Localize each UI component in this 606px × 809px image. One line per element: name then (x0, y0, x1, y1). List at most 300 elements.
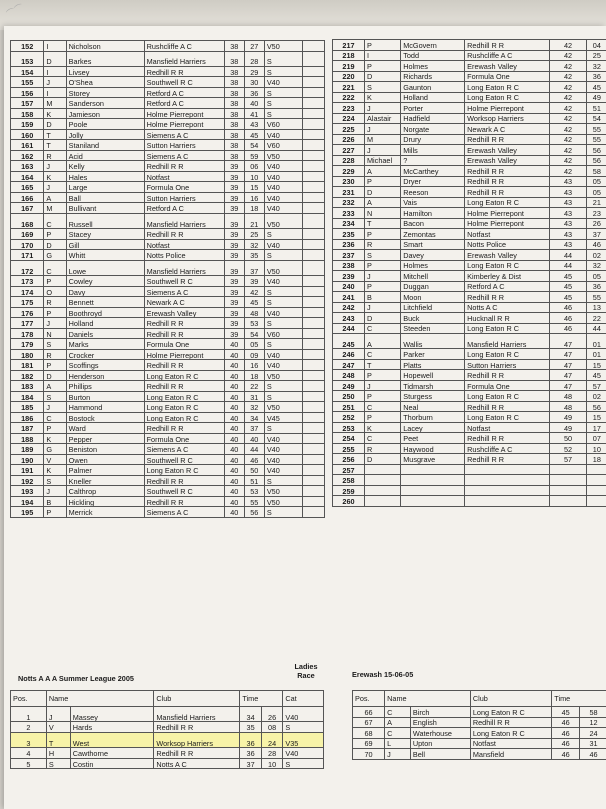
minutes-cell: 40 (224, 370, 244, 381)
club-cell: Notfast (470, 738, 551, 749)
initial-cell: C (44, 412, 66, 423)
position-cell: 245 (333, 334, 365, 349)
club-cell: Redhill R R (465, 187, 550, 198)
minutes-cell: 40 (224, 339, 244, 350)
seconds-cell: 51 (244, 475, 264, 486)
initial-cell: T (44, 129, 66, 140)
category-cell: V50 (264, 150, 302, 161)
initial-cell: I (44, 41, 66, 52)
table-row (11, 108, 325, 119)
table-row (333, 313, 606, 324)
category-cell: V40 (283, 707, 324, 722)
surname-cell: Hopewell (401, 370, 465, 381)
surname-cell: Neal (401, 401, 465, 412)
initial-cell: J (44, 486, 66, 497)
minutes-cell: 39 (224, 250, 244, 261)
position-cell: 243 (333, 313, 365, 324)
seconds-cell: 21 (586, 197, 606, 208)
initial-cell: R (44, 349, 66, 360)
category-cell: V40 (264, 239, 302, 250)
category-cell: V40 (264, 192, 302, 203)
club-cell: Notts Police (465, 239, 550, 250)
minutes-cell: 39 (224, 260, 244, 275)
table-row (11, 51, 325, 66)
spacer-cell (302, 486, 324, 497)
initial-cell: T (44, 140, 66, 151)
position-cell: 185 (11, 402, 44, 413)
table-row (11, 454, 325, 465)
minutes-cell: 39 (224, 276, 244, 287)
spacer-cell (302, 339, 324, 350)
club-cell: Formula One (144, 433, 224, 444)
position-cell: 184 (11, 391, 44, 402)
surname-cell: Merrick (66, 507, 144, 518)
position-cell: 195 (11, 507, 44, 518)
seconds-cell: 08 (261, 722, 283, 733)
surname-cell: Platts (401, 359, 465, 370)
minutes-cell: 47 (550, 349, 586, 360)
surname-cell: Holmes (401, 61, 465, 72)
position-cell: 186 (11, 412, 44, 423)
position-cell: 174 (11, 286, 44, 297)
surname-cell: McGovern (401, 40, 465, 51)
spacer-cell (302, 465, 324, 476)
position-cell: 254 (333, 433, 365, 444)
table-row (11, 748, 324, 759)
table-row (353, 707, 606, 718)
minutes-cell: 42 (550, 134, 586, 145)
column-header: Cat (283, 691, 324, 707)
category-cell: V40 (264, 349, 302, 360)
spacer-cell (302, 192, 324, 203)
surname-cell: West (70, 732, 154, 747)
position-cell: 2 (11, 722, 47, 733)
club-cell: Formula One (144, 182, 224, 193)
spacer-cell (302, 161, 324, 172)
initial-cell: C (364, 323, 400, 334)
minutes-cell: 49 (550, 422, 586, 433)
position-cell: 221 (333, 82, 365, 93)
initial-cell: D (364, 454, 400, 465)
surname-cell: Porter (401, 103, 465, 114)
club-cell: Redhill R R (465, 370, 550, 381)
position-cell: 173 (11, 276, 44, 287)
initial-cell: C (44, 213, 66, 228)
spacer-cell (302, 119, 324, 130)
position-cell: 175 (11, 297, 44, 308)
table-row (333, 40, 606, 51)
minutes-cell: 40 (224, 412, 244, 423)
seconds-cell: 49 (586, 92, 606, 103)
table-row (11, 722, 324, 733)
table-row (11, 339, 325, 350)
seconds-cell: 15 (586, 359, 606, 370)
category-cell: S (283, 722, 324, 733)
initial-cell: B (364, 292, 400, 303)
minutes-cell: 38 (224, 140, 244, 151)
seconds-cell: 24 (580, 728, 606, 739)
position-cell: 249 (333, 380, 365, 391)
table-row (11, 129, 325, 140)
table-row (333, 103, 606, 114)
seconds-cell: 15 (586, 412, 606, 423)
table-row (11, 486, 325, 497)
position-cell: 155 (11, 77, 44, 88)
initial-cell: A (364, 166, 400, 177)
initial-cell: I (364, 50, 400, 61)
initial-cell: J (364, 124, 400, 135)
seconds-cell: 58 (586, 166, 606, 177)
minutes-cell: 40 (224, 349, 244, 360)
table-row (11, 229, 325, 240)
seconds-cell: 31 (244, 391, 264, 402)
seconds-cell: 02 (586, 391, 606, 402)
position-cell: 222 (333, 92, 365, 103)
position-cell: 189 (11, 444, 44, 455)
position-cell: 223 (333, 103, 365, 114)
seconds-cell: 55 (586, 124, 606, 135)
minutes-cell: 40 (224, 486, 244, 497)
club-cell: Newark A C (465, 124, 550, 135)
position-cell: 68 (353, 728, 385, 739)
position-cell: 4 (11, 748, 47, 759)
spacer-cell (302, 250, 324, 261)
initial-cell: P (364, 260, 400, 271)
table-row (333, 218, 606, 229)
seconds-cell: 41 (244, 108, 264, 119)
club-cell: Redhill R R (465, 292, 550, 303)
club-cell: Retford A C (465, 281, 550, 292)
club-cell: Notfast (465, 422, 550, 433)
position-cell: 193 (11, 486, 44, 497)
seconds-cell: 37 (244, 423, 264, 434)
minutes-cell: 46 (552, 717, 580, 728)
initial-cell: I (44, 87, 66, 98)
position-cell: 219 (333, 61, 365, 72)
position-cell: 192 (11, 475, 44, 486)
seconds-cell: 10 (261, 758, 283, 769)
spacer-cell (302, 307, 324, 318)
initial-cell (364, 496, 400, 507)
position-cell: 241 (333, 292, 365, 303)
seconds-cell (586, 485, 606, 496)
initial-cell: J (385, 749, 411, 760)
club-cell: Holme Pierrepont (144, 119, 224, 130)
seconds-cell: 56 (244, 507, 264, 518)
spacer-cell (302, 391, 324, 402)
club-cell: Notts A C (154, 758, 240, 769)
table-row (11, 66, 325, 77)
position-cell: 244 (333, 323, 365, 334)
surname-cell: Ball (66, 192, 144, 203)
table-row (11, 161, 325, 172)
position-cell: 233 (333, 208, 365, 219)
surname-cell: Cawthorne (70, 748, 154, 759)
surname-cell: Smart (401, 239, 465, 250)
position-cell: 161 (11, 140, 44, 151)
club-cell: Hucknall R R (465, 313, 550, 324)
club-cell: Notfast (465, 229, 550, 240)
initial-cell: A (364, 197, 400, 208)
club-cell: Mansfield Harriers (154, 707, 240, 722)
position-cell: 153 (11, 51, 44, 66)
initial-cell: R (44, 297, 66, 308)
table-row (333, 464, 606, 475)
seconds-cell: 53 (244, 486, 264, 497)
minutes-cell: 46 (552, 738, 580, 749)
minutes-cell: 42 (550, 103, 586, 114)
seconds-cell: 54 (244, 140, 264, 151)
spacer-cell (302, 229, 324, 240)
corner-mark: ⌒⌒ (4, 2, 26, 20)
surname-cell: Wallis (401, 334, 465, 349)
initial-cell: T (46, 732, 70, 747)
club-cell: Redhill R R (465, 166, 550, 177)
initial-cell: K (44, 108, 66, 119)
seconds-cell: 53 (244, 318, 264, 329)
seconds-cell: 23 (586, 208, 606, 219)
initial-cell: M (44, 203, 66, 214)
club-cell: Long Eaton R C (465, 323, 550, 334)
minutes-cell: 35 (240, 722, 262, 733)
club-cell: Mansfield Harriers (144, 213, 224, 228)
initial-cell: J (44, 161, 66, 172)
spacer-cell (302, 433, 324, 444)
spacer-cell (302, 51, 324, 66)
position-cell: 231 (333, 187, 365, 198)
minutes-cell: 49 (550, 412, 586, 423)
table-row (333, 271, 606, 282)
minutes-cell (550, 475, 586, 486)
seconds-cell: 43 (244, 119, 264, 130)
initial-cell: J (46, 707, 70, 722)
surname-cell: Moon (401, 292, 465, 303)
table-row (333, 229, 606, 240)
category-cell: V50 (264, 213, 302, 228)
minutes-cell: 40 (224, 391, 244, 402)
initial-cell: P (364, 281, 400, 292)
initial-cell: Michael (364, 155, 400, 166)
surname-cell: Reeson (401, 187, 465, 198)
spacer-cell (302, 98, 324, 109)
club-cell: Redhill R R (470, 717, 551, 728)
initial-cell: C (364, 349, 400, 360)
position-cell: 230 (333, 176, 365, 187)
position-cell: 1 (11, 707, 47, 722)
table-row (333, 92, 606, 103)
table-row (11, 203, 325, 214)
surname-cell: English (410, 717, 470, 728)
initial-cell: K (364, 422, 400, 433)
club-cell: Holme Pierrepont (465, 208, 550, 219)
initial-cell: P (364, 176, 400, 187)
table-row (333, 113, 606, 124)
column-header: Time (552, 691, 606, 707)
minutes-cell (550, 485, 586, 496)
position-cell: 257 (333, 464, 365, 475)
table-row (333, 176, 606, 187)
seconds-cell: 25 (586, 50, 606, 61)
seconds-cell: 22 (244, 381, 264, 392)
seconds-cell: 40 (244, 98, 264, 109)
initial-cell: J (44, 77, 66, 88)
category-cell: V60 (264, 119, 302, 130)
position-cell: 236 (333, 239, 365, 250)
surname-cell: Bostock (66, 412, 144, 423)
position-cell: 168 (11, 213, 44, 228)
surname-cell: Mills (401, 145, 465, 156)
table-row (333, 334, 606, 349)
category-cell: S (264, 229, 302, 240)
club-cell: Sutton Harriers (144, 140, 224, 151)
position-cell: 224 (333, 113, 365, 124)
minutes-cell: 42 (550, 50, 586, 61)
club-cell: Redhill R R (144, 229, 224, 240)
category-cell: V50 (264, 486, 302, 497)
minutes-cell: 39 (224, 171, 244, 182)
table-row (333, 475, 606, 486)
position-cell: 190 (11, 454, 44, 465)
surname-cell: Massey (70, 707, 154, 722)
club-cell: Long Eaton R C (470, 728, 551, 739)
table-row (333, 454, 606, 465)
initial-cell: P (364, 229, 400, 240)
category-cell: S (264, 98, 302, 109)
seconds-cell: 45 (586, 370, 606, 381)
minutes-cell: 38 (224, 98, 244, 109)
table-row (333, 391, 606, 402)
position-cell: 165 (11, 182, 44, 193)
category-cell: S (264, 51, 302, 66)
minutes-cell: 39 (224, 192, 244, 203)
surname-cell: Buck (401, 313, 465, 324)
initial-cell: L (385, 738, 411, 749)
seconds-cell: 10 (244, 171, 264, 182)
minutes-cell: 46 (552, 728, 580, 739)
ladies-table-left (10, 690, 324, 769)
club-cell: Redhill R R (465, 134, 550, 145)
minutes-cell (550, 496, 586, 507)
minutes-cell: 40 (224, 433, 244, 444)
minutes-cell: 38 (224, 129, 244, 140)
surname-cell: Holland (401, 92, 465, 103)
minutes-cell: 43 (550, 176, 586, 187)
minutes-cell: 45 (550, 271, 586, 282)
spacer-cell (302, 318, 324, 329)
club-cell: Redhill R R (144, 66, 224, 77)
club-cell: Rushcliffe A C (465, 443, 550, 454)
surname-cell: Tidmarsh (401, 380, 465, 391)
minutes-cell: 40 (224, 444, 244, 455)
surname-cell: Scoffings (66, 360, 144, 371)
seconds-cell: 18 (244, 370, 264, 381)
surname-cell: Palmer (66, 465, 144, 476)
position-cell: 220 (333, 71, 365, 82)
initial-cell: P (364, 412, 400, 423)
club-cell: Holme Pierrepont (144, 349, 224, 360)
table-row (333, 370, 606, 381)
minutes-cell: 34 (240, 707, 262, 722)
club-cell: Notts A C (465, 302, 550, 313)
table-row (11, 360, 325, 371)
surname-cell: Musgrave (401, 454, 465, 465)
seconds-cell: 05 (586, 271, 606, 282)
initial-cell: A (385, 717, 411, 728)
club-cell: Rushcliffe A C (144, 41, 224, 52)
minutes-cell: 39 (224, 286, 244, 297)
table-row (333, 433, 606, 444)
surname-cell: Owen (66, 454, 144, 465)
position-cell: 239 (333, 271, 365, 282)
minutes-cell: 39 (224, 229, 244, 240)
spacer-cell (302, 444, 324, 455)
seconds-cell: 25 (244, 229, 264, 240)
surname-cell: Boothroyd (66, 307, 144, 318)
seconds-cell: 46 (586, 239, 606, 250)
seconds-cell: 27 (244, 41, 264, 52)
seconds-cell: 37 (244, 260, 264, 275)
seconds-cell: 44 (244, 444, 264, 455)
initial-cell: Alastair (364, 113, 400, 124)
position-cell: 226 (333, 134, 365, 145)
surname-cell: Barkes (66, 51, 144, 66)
position-cell: 156 (11, 87, 44, 98)
position-cell: 256 (333, 454, 365, 465)
minutes-cell: 48 (550, 391, 586, 402)
column-header: Pos. (11, 691, 47, 707)
seconds-cell: 34 (244, 412, 264, 423)
table-row (333, 496, 606, 507)
seconds-cell: 57 (586, 380, 606, 391)
surname-cell: Whitt (66, 250, 144, 261)
seconds-cell: 13 (586, 302, 606, 313)
table-row (333, 422, 606, 433)
club-cell: Long Eaton R C (465, 349, 550, 360)
position-cell: 164 (11, 171, 44, 182)
category-cell: S (283, 758, 324, 769)
club-cell: Long Eaton R C (465, 412, 550, 423)
table-row (353, 717, 606, 728)
club-cell: Long Eaton R C (144, 402, 224, 413)
seconds-cell: 31 (580, 738, 606, 749)
table-row (11, 707, 324, 722)
club-cell (465, 496, 550, 507)
minutes-cell: 43 (550, 239, 586, 250)
category-cell: V40 (264, 182, 302, 193)
position-cell: 157 (11, 98, 44, 109)
position-cell: 232 (333, 197, 365, 208)
surname-cell: Bennett (66, 297, 144, 308)
spacer-cell (302, 412, 324, 423)
initial-cell (364, 475, 400, 486)
spacer-cell (302, 239, 324, 250)
table-row (11, 213, 325, 228)
club-cell: Long Eaton R C (144, 370, 224, 381)
surname-cell: Zemontas (401, 229, 465, 240)
club-cell: Redhill R R (144, 381, 224, 392)
club-cell: Notfast (144, 171, 224, 182)
category-cell: S (264, 250, 302, 261)
position-cell: 178 (11, 328, 44, 339)
surname-cell: Thorburn (401, 412, 465, 423)
table-row (353, 728, 606, 739)
surname-cell: Sturgess (401, 391, 465, 402)
minutes-cell: 57 (550, 454, 586, 465)
position-cell: 188 (11, 433, 44, 444)
initial-cell: J (44, 182, 66, 193)
table-row (333, 281, 606, 292)
category-cell: V35 (283, 732, 324, 747)
